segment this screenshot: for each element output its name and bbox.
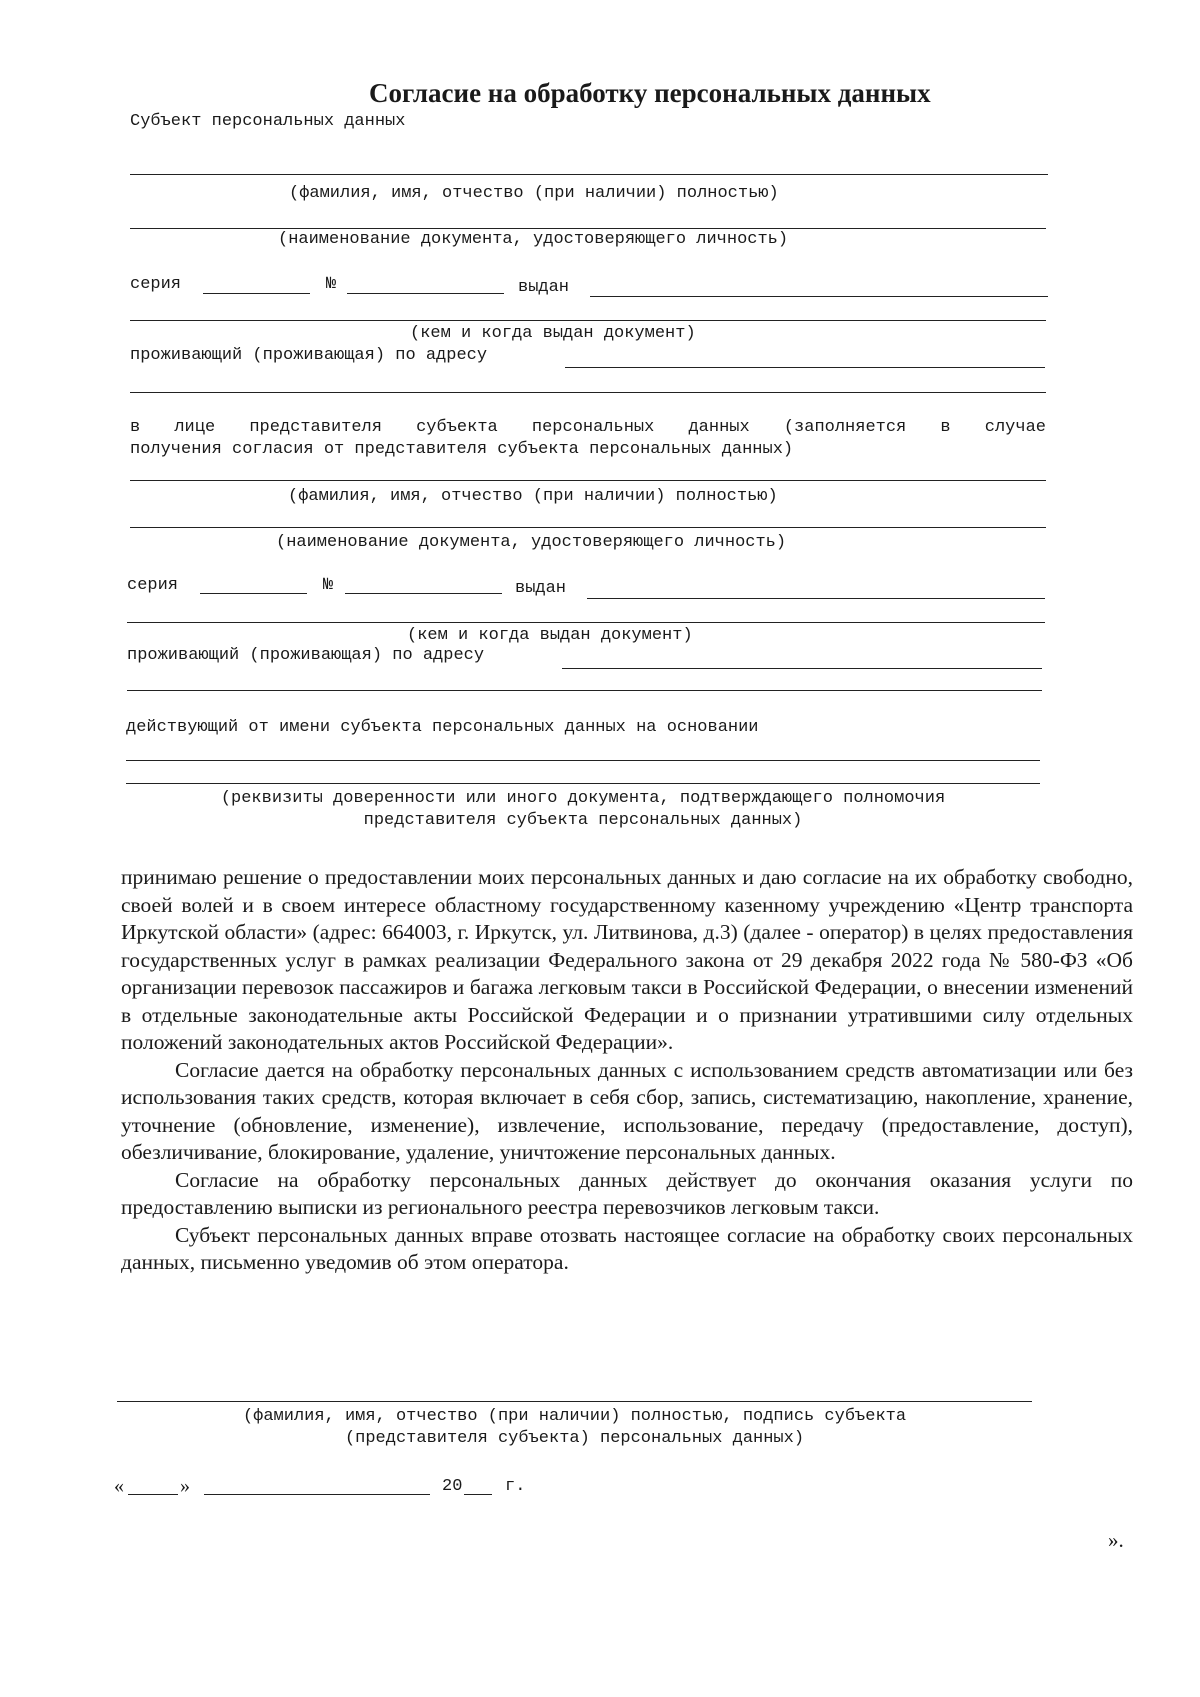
signature-caption: (фамилия, имя, отчество (при наличии) полностью, подпись субъекта (представителя субъекта) персональных данных) (242, 1407, 907, 1448)
representative-number-label: № (323, 576, 334, 595)
subject-issued-caption: (кем и когда выдан документ) (410, 324, 696, 343)
representative-issued-caption: (кем и когда выдан документ) (407, 626, 693, 645)
representative-issued-by-field[interactable] (127, 622, 1045, 623)
date-year-prefix: 20 (442, 1477, 463, 1496)
representative-address-field-2[interactable] (127, 690, 1042, 691)
subject-number-field[interactable] (347, 293, 504, 294)
date-day-field[interactable] (128, 1494, 178, 1495)
consent-paragraph-1: принимаю решение о предоставлении моих персональных данных и даю согласие на их обработку свободно, своей волей и в своем интересе областному государственному казенному учреждению «Центр транспорта Иркутской области» (адрес: 664003, г. Иркутск, ул. Литвинова, д.3) (далее - оператор) в целях предоставления государственных услуг в рамках реализации Федерального закона от 29 декабря 2022 года № 580-ФЗ «Об организации перевозок пассажиров и багажа легковым такси в Российской Федерации, о внесении изменений в отдельные законодательные акты Российской Федерации и о признании утратившими силу отдельных положений законодательных актов Российской Федерации». (121, 865, 1133, 1054)
representative-basis-caption: (реквизиты доверенности или иного документа, подтверждающего полномочия представителя субъекта персональных данных) (220, 789, 946, 830)
subject-doc-field[interactable] (130, 228, 1046, 229)
representative-intro-line2: получения согласия от представителя субъекта персональных данных) (130, 440, 794, 459)
representative-series-field[interactable] (200, 593, 307, 594)
subject-address-field-2[interactable] (130, 392, 1046, 393)
subject-issued-by-field[interactable] (130, 320, 1046, 321)
representative-basis-field[interactable] (126, 760, 1040, 761)
subject-fio-field[interactable] (130, 174, 1048, 175)
representative-number-field[interactable] (345, 593, 502, 594)
date-open-quote: « (114, 1475, 124, 1497)
subject-address-field[interactable] (565, 367, 1045, 368)
closing-mark: ». (1108, 1528, 1124, 1552)
date-year-field[interactable] (464, 1494, 492, 1495)
consent-paragraph-2: Согласие дается на обработку персональных данных с использованием средств автоматизации или без использования таких средств, которая включает в себя сбор, запись, систематизацию, накопление, хранение, уточнение (обновление, изменение), извлечение, использование, передачу (предоставление, доступ), обезличивание, блокирование, удаление, уничтожение персональных данных. (121, 1057, 1133, 1164)
representative-basis-label: действующий от имени субъекта персональных данных на основании (126, 718, 759, 737)
representative-intro-line1: в лице представителя субъекта персональных данных (заполняется в случае (130, 418, 1046, 437)
subject-number-label: № (326, 275, 337, 294)
date-close-quote: » (180, 1475, 190, 1497)
consent-paragraph-4: Субъект персональных данных вправе отозвать настоящее согласие на обработку своих персональных данных, письменно уведомив об этом оператора. (121, 1222, 1133, 1274)
subject-series-label: серия (130, 275, 182, 294)
document-title: Согласие на обработку персональных данных (369, 78, 931, 108)
representative-address-label: проживающий (проживающая) по адресу (127, 646, 485, 665)
signature-field[interactable] (117, 1401, 1032, 1402)
representative-doc-caption: (наименование документа, удостоверяющего личность) (276, 533, 787, 552)
subject-series-field[interactable] (203, 293, 310, 294)
date-month-field[interactable] (204, 1494, 430, 1495)
representative-series-label: серия (127, 576, 179, 595)
subject-issued-label: выдан (518, 278, 570, 297)
consent-paragraph-3: Согласие на обработку персональных данных действует до окончания оказания услуги по предоставлению выписки из регионального реестра перевозчиков легковым такси. (121, 1167, 1133, 1219)
representative-fio-caption: (фамилия, имя, отчество (при наличии) полностью) (288, 487, 778, 506)
subject-address-label: проживающий (проживающая) по адресу (130, 346, 488, 365)
subject-fio-caption: (фамилия, имя, отчество (при наличии) полностью) (289, 184, 779, 203)
representative-issued-field[interactable] (587, 598, 1045, 599)
representative-address-field[interactable] (562, 668, 1042, 669)
representative-doc-field[interactable] (130, 527, 1046, 528)
subject-doc-caption: (наименование документа, удостоверяющего личность) (278, 230, 789, 249)
date-year-suffix: г. (505, 1477, 526, 1496)
subject-issued-field[interactable] (590, 296, 1048, 297)
representative-fio-field[interactable] (130, 480, 1046, 481)
consent-body (121, 864, 1133, 1277)
representative-issued-label: выдан (515, 579, 567, 598)
subject-label: Субъект персональных данных (130, 112, 406, 131)
representative-basis-field-2[interactable] (126, 783, 1040, 784)
